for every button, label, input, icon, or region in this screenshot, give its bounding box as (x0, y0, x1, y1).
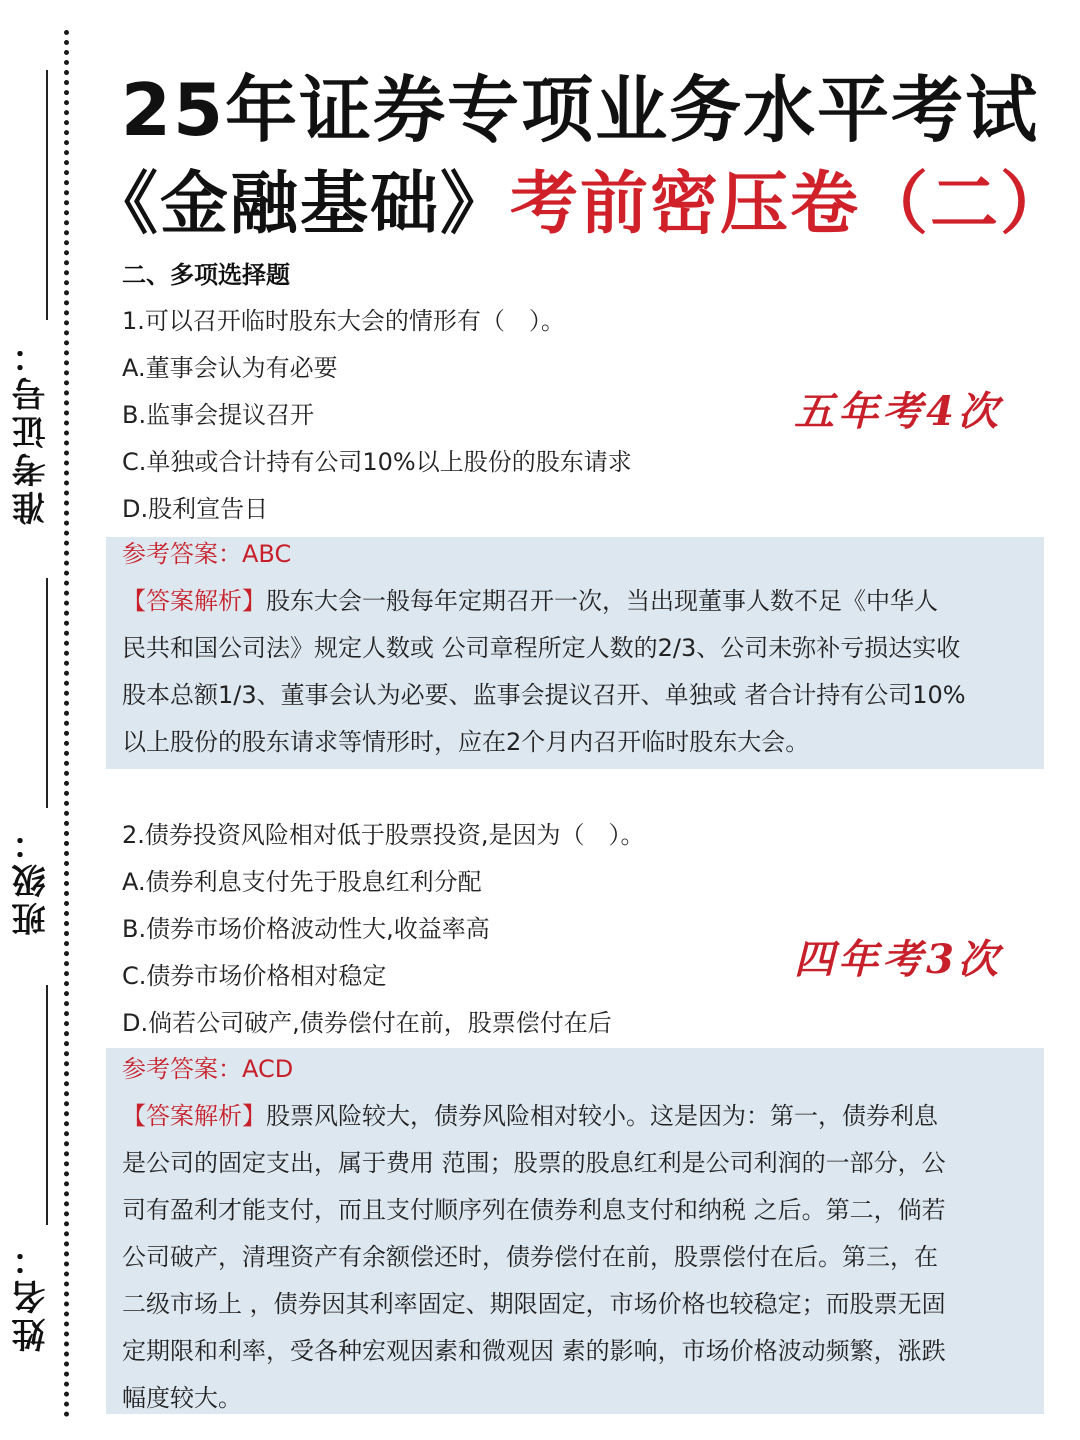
analysis-line: 股东大会一般每年定期召开一次，当出现董事人数不足《中华人 (266, 587, 938, 615)
option-a: A.董事会认为有必要 (122, 354, 338, 382)
analysis-line: 公司破产，清理资产有余额偿还时，债券偿付在前，股票偿付在后。第三，在 (122, 1243, 938, 1271)
analysis-line: 司有盈利才能支付，而且支付顺序列在债券利息支付和纳税 之后。第二，倘若 (122, 1196, 946, 1224)
analysis-line: 以上股份的股东请求等情形时，应在2个月内召开临时股东大会。 (122, 728, 810, 756)
answer-box (106, 537, 1044, 769)
analysis-line: 幅度较大。 (122, 1384, 242, 1412)
question-stem: 2.债券投资风险相对低于股票投资,是因为（ ）。 (122, 821, 645, 849)
option-b: B.债券市场价格波动性大,收益率高 (122, 915, 490, 943)
answer-box (106, 1048, 1044, 1414)
binding-margin (0, 0, 80, 1440)
question-stem: 1.可以召开临时股东大会的情形有（ ）。 (122, 307, 565, 335)
exam-id-blank (46, 70, 48, 320)
option-a: A.债券利息支付先于股息红利分配 (122, 868, 482, 896)
section-title: 二、多项选择题 (122, 261, 290, 289)
answer-key: 参考答案：ABC (122, 540, 292, 568)
option-d: D.倘若公司破产,债券偿付在前，股票偿付在后 (122, 1009, 612, 1037)
frequency-stamp: 四年考3次 (794, 936, 1002, 983)
exam-id-label: 准考证号： (12, 335, 52, 525)
analysis-tag: 【答案解析】 (122, 587, 266, 615)
analysis-line: 股本总额1/3、董事会认为必要、监事会提议召开、单独或 者合计持有公司10% (122, 681, 966, 709)
frequency-stamp: 五年考4次 (794, 388, 1002, 435)
subject-name: 《金融基础》 (89, 165, 510, 244)
page-subtitle (80, 150, 1080, 247)
option-d: D.股利宣告日 (122, 495, 269, 523)
analysis-line: 定期限和利率，受各种宏观因素和微观因 素的影响，市场价格波动频繁，涨跌 (122, 1337, 946, 1365)
analysis-tag: 【答案解析】 (122, 1102, 266, 1130)
name-blank (46, 985, 48, 1225)
analysis-line: 是公司的固定支出，属于费用 范围；股票的股息红利是公司利润的一部分，公 (122, 1149, 946, 1177)
name-label: 姓名： (12, 1238, 52, 1352)
tear-line (64, 30, 69, 1418)
answer-analysis (122, 578, 1028, 766)
answer-analysis (122, 1093, 1028, 1422)
option-c: C.单独或合计持有公司10%以上股份的股东请求 (122, 448, 632, 476)
class-label: 班级： (12, 822, 52, 936)
option-b: B.监事会提议召开 (122, 401, 315, 429)
analysis-line: 二级市场上 ，债券因其利率固定、期限固定，市场价格也较稳定；而股票无固 (122, 1290, 946, 1318)
analysis-line: 股票风险较大，债券风险相对较小。这是因为：第一，债券利息 (266, 1102, 938, 1130)
answer-key: 参考答案：ACD (122, 1055, 294, 1083)
paper-name: 考前密压卷（二） (510, 165, 1071, 244)
page-title: 25年证券专项业务水平考试 (120, 68, 1040, 152)
class-blank (46, 578, 48, 808)
option-c: C.债券市场价格相对稳定 (122, 962, 387, 990)
analysis-line: 民共和国公司法》规定人数或 公司章程所定人数的2/3、公司未弥补亏损达实收 (122, 634, 961, 662)
